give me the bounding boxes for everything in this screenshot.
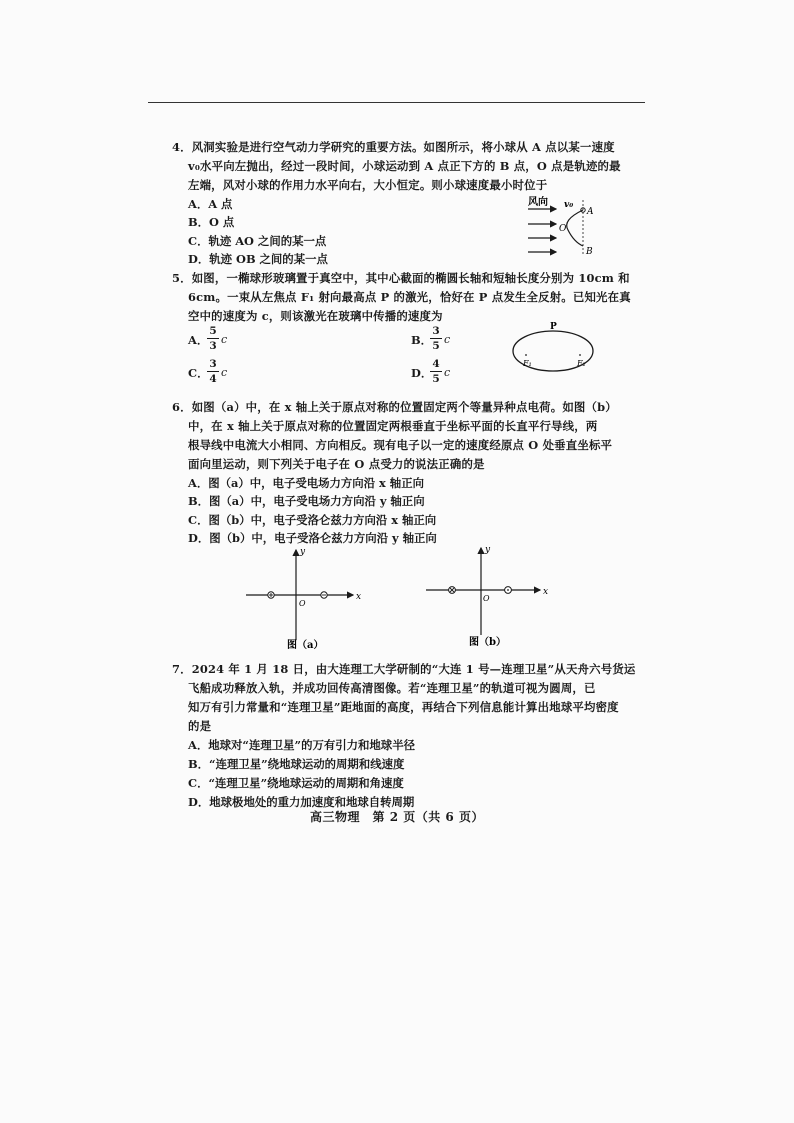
q5-p-label: P: [550, 322, 557, 332]
fig-b-y-label: y: [485, 545, 491, 555]
q6-option-b: B．图（a）中，电子受电场力方向沿 y 轴正向: [188, 494, 425, 508]
q6-option-d: D．图（b）中，电子受洛仑兹力方向沿 y 轴正向: [188, 531, 437, 545]
q4-line-3: 左端，风对小球的作用力水平向右，大小恒定。则小球速度最小时位于: [188, 178, 548, 192]
q7-option-b: B．“连理卫星”绕地球运动的周期和线速度: [188, 757, 405, 771]
q6-figure-a: [240, 545, 370, 655]
q7-line-4: 的是: [188, 719, 212, 733]
q5-option-b-label: B．: [411, 333, 433, 347]
q6-line-3: 根导线中电流大小相同、方向相反。现有电子以一定的速度经原点 O 处垂直坐标平: [188, 438, 613, 452]
q6-line-1: 6．如图（a）中，在 x 轴上关于原点对称的位置固定两个等量异种点电荷。如图（b）: [172, 400, 617, 414]
q5-option-c-fraction: [207, 358, 219, 385]
q5-option-b-fraction: [430, 325, 442, 352]
q5-line-2: 6cm。一束从左焦点 F₁ 射向最高点 P 的激光，恰好在 P 点发生全反射。已知光在真: [188, 290, 631, 304]
q5-option-b-unit: c: [444, 333, 451, 346]
q5-ellipse-figure: [510, 322, 600, 380]
q5-option-a-num: 5: [207, 325, 219, 339]
q7-option-a: A．地球对“连理卫星”的万有引力和地球半径: [188, 738, 415, 752]
q4-option-b: B．O 点: [188, 215, 235, 229]
fig-b-caption: 图（b）: [469, 637, 506, 648]
q6-option-a: A．图（a）中，电子受电场力方向沿 x 轴正向: [188, 476, 424, 490]
q6-line-2: 中，在 x 轴上关于原点对称的位置固定两根垂直于坐标平面的长直平行导线，两: [188, 419, 598, 433]
q6-figure-b: [420, 545, 555, 655]
q7-line-1: 7．2024 年 1 月 18 日，由大连理工大学研制的“大连 1 号—连理卫星”从天舟六号货运: [172, 662, 636, 676]
q7-option-d: D．地球极地处的重力加速度和地球自转周期: [188, 795, 415, 809]
fig-a-caption: 图（a）: [287, 640, 324, 651]
q5-option-b-den: 5: [432, 340, 440, 352]
fig-b-origin-label: O: [483, 594, 490, 603]
q5-option-a-fraction: [207, 325, 219, 352]
q5-option-d-unit: c: [444, 366, 451, 379]
q4-line-1: 4．风洞实验是进行空气动力学研究的重要方法。如图所示，将小球从 A 点以某一速度: [172, 140, 615, 154]
q4-line-2: v₀水平向左抛出，经过一段时间，小球运动到 A 点正下方的 B 点，O 点是轨迹的最: [188, 159, 621, 173]
q7-line-3: 知万有引力常量和“连理卫星”距地面的高度，再结合下列信息能计算出地球平均密度: [188, 700, 619, 714]
header-rule: [148, 102, 645, 103]
q5-option-c-num: 3: [207, 358, 219, 372]
fig-a-x-label: x: [356, 592, 362, 602]
q5-f2-label: F₂: [577, 359, 586, 368]
q5-option-d-num: 4: [430, 358, 442, 372]
fig-a-origin-label: O: [299, 599, 306, 608]
q5-option-d-fraction: [430, 358, 442, 385]
q5-option-c-den: 4: [209, 373, 217, 385]
q6-option-c: C．图（b）中，电子受洛仑兹力方向沿 x 轴正向: [188, 513, 437, 527]
fig-a-y-label: y: [300, 547, 306, 557]
q4-option-a: A．A 点: [188, 197, 233, 211]
q7-option-c: C．“连理卫星”绕地球运动的周期和角速度: [188, 776, 404, 790]
q4-option-d: D．轨迹 OB 之间的某一点: [188, 252, 328, 266]
fig-b-x-label: x: [543, 587, 549, 597]
q5-option-c-label: C．: [188, 366, 209, 380]
q4-o-label: O: [559, 224, 567, 234]
q5-f1-label: F₁: [523, 359, 532, 368]
q5-option-d-den: 5: [432, 373, 440, 385]
q5-option-a-unit: c: [221, 333, 228, 346]
focus-f2-dot: [579, 354, 581, 356]
q5-option-b-num: 3: [430, 325, 442, 339]
page-footer: 高三物理 第 2 页（共 6 页）: [310, 810, 484, 824]
q4-b-label: B: [586, 247, 593, 257]
q5-line-3: 空中的速度为 c，则该激光在玻璃中传播的速度为: [188, 309, 443, 323]
q5-line-1: 5．如图，一椭球形玻璃置于真空中，其中心截面的椭圆长轴和短轴长度分别为 10cm 和: [172, 271, 630, 285]
q5-option-d-label: D．: [411, 366, 433, 380]
ball-trajectory: [567, 210, 583, 246]
q4-option-c: C．轨迹 AO 之间的某一点: [188, 234, 327, 248]
q4-v0-label: v₀: [564, 200, 574, 210]
q4-wind-label: 风向: [528, 197, 548, 208]
q5-option-a-label: A．: [188, 333, 209, 347]
q6-line-4: 面向里运动，则下列关于电子在 O 点受力的说法正确的是: [188, 457, 485, 471]
q7-line-2: 飞船成功释放入轨，并成功回传高清图像。若“连理卫星”的轨道可视为圆周，已: [188, 681, 596, 695]
q5-option-a-den: 3: [209, 340, 217, 352]
q4-a-label: A: [587, 207, 594, 217]
q5-option-c-unit: c: [221, 366, 228, 379]
focus-f1-dot: [525, 354, 527, 356]
q4-wind-tunnel-figure: [526, 194, 606, 266]
